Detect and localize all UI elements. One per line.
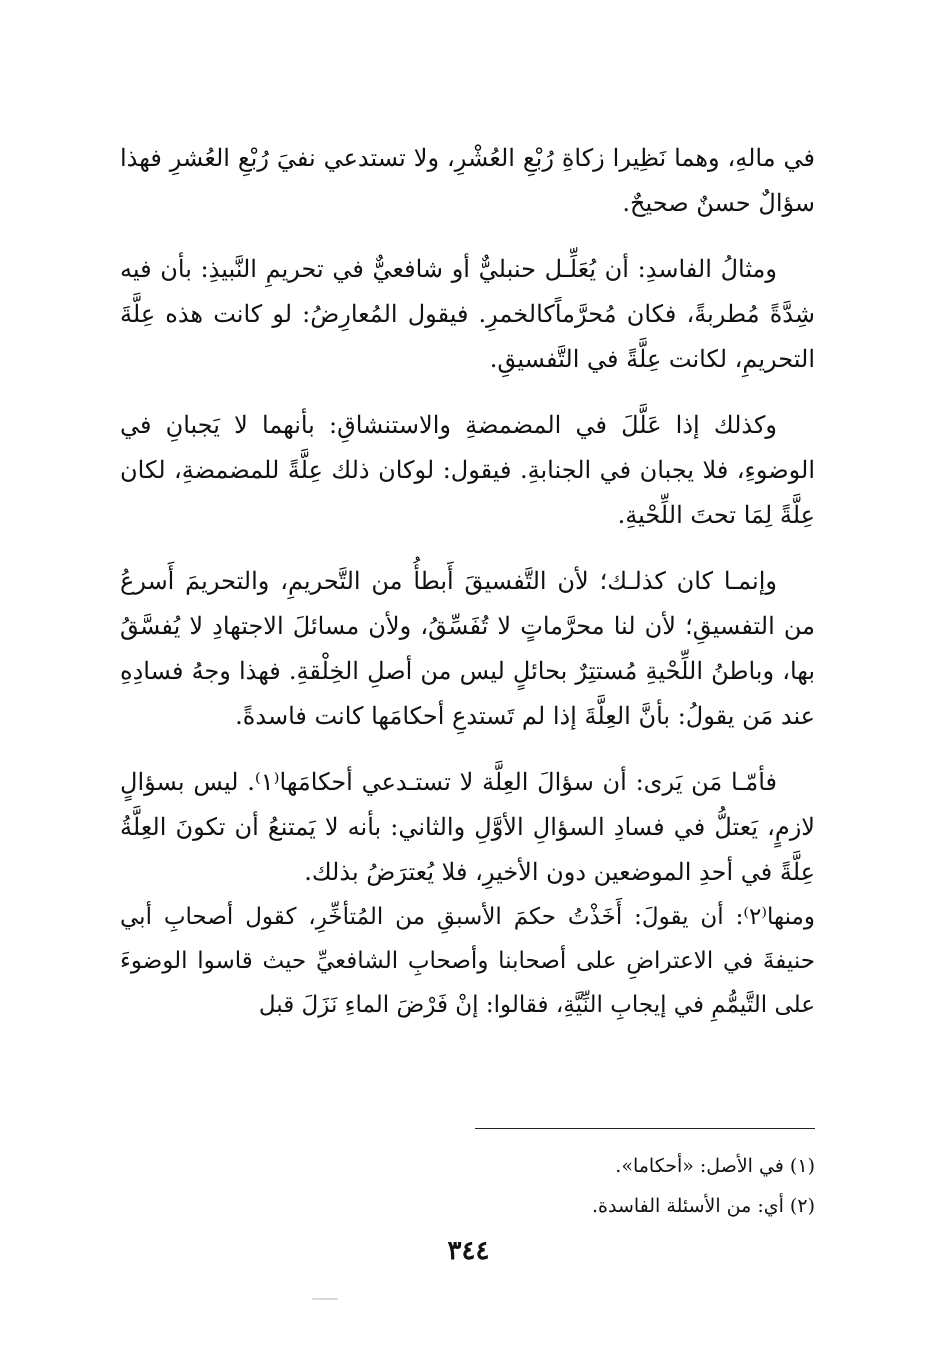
scan-smudge bbox=[312, 1298, 338, 1300]
footnote-1: (١) في الأصل: «أحكاما». bbox=[615, 1155, 815, 1177]
paragraph-4: وإنمـا كان كذلـك؛ لأن التَّفسيقَ أَبطأُ من التَّحريمِ، والتحريمَ أَسرعُ من التفسيقِ؛ لأن لنا محرَّماتٍ لا تُفَسِّقُ، ولأن مسائلَ الاجتهادِ لا يُفسَّقُ بها، وباطنُ اللِّحْيةِ مُستتِرٌ بحائلٍ ليس من أصلِ الخِلْقةِ. فهذا وجهُ فسادِهِ عند مَن يقولُ: بأنَّ العِلَّةَ إذا لم تَستدعِ أحكامَها كانت فاسدةً. bbox=[120, 567, 815, 730]
paragraph-3: وكذلك إذا عَلَّلَ في المضمضةِ والاستنشاقِ: بأنهما لا يَجبانِ في الوضوءِ، فلا يجبان في الجنابةِ. فيقول: لوكان ذلك عِلَّةً للمضمضةِ، لكان عِلَّةً لِمَا تحتَ اللِّحْيةِ. bbox=[120, 411, 815, 529]
main-text bbox=[120, 136, 815, 1048]
footnote-2: (٢) أي: من الأسئلة الفاسدة. bbox=[591, 1195, 815, 1217]
paragraph-6: ومنها⁽٢⁾: أن يقولَ: أَخَذْتُ حكمَ الأسبقِ من المُتأخِّرِ، كقول أصحابِ أبي حنيفةَ في الاعتراضِ على أصحابنا وأصحابِ الشافعيِّ حيث قاسوا الوضوءَ على التَّيمُّمِ في إيجابِ النِّيَّةِ، فقالوا: إنْ فَرْضَ الماءِ نَزَلَ قبل bbox=[120, 904, 815, 1018]
paragraph-2: ومثالُ الفاسدِ: أن يُعَلِّـل حنبليٌّ أو شافعيٌّ في تحريمِ النَّبيذِ: بأن فيه شِدَّةً مُطربةً، فكان مُحرَّماًكالخمرِ. فيقول المُعارِضُ: لو كانت هذه عِلَّةَ التحريمِ، لكانت عِلَّةً في التَّفسيقِ. bbox=[120, 255, 815, 373]
page-number: ٣٤٤ bbox=[447, 1236, 490, 1266]
paragraph-1: في مالهِ، وهما نَظِيرا زكاةِ رُبْعِ العُشْرِ، ولا تستدعي نفيَ رُبْعِ العُشرِ فهذا سؤالٌ حسنٌ صحيحٌ. bbox=[120, 144, 815, 217]
footnotes bbox=[120, 1146, 815, 1226]
footnote-separator bbox=[475, 1128, 815, 1129]
paragraph-5: فأمّـا مَن يَرى: أن سؤالَ العِلَّة لا تستـدعي أحكامَها⁽١⁾. ليس بسؤالٍ لازمٍ، يَعتلُّ في فسادِ السؤالِ الأوَّلِ والثاني: بأنه لا يَمتنعُ أن تكونَ العِلَّةُ عِلَّةً في أحدِ الموضعين دون الأخيرِ، فلا يُعترَضُ بذلك. bbox=[120, 768, 815, 886]
